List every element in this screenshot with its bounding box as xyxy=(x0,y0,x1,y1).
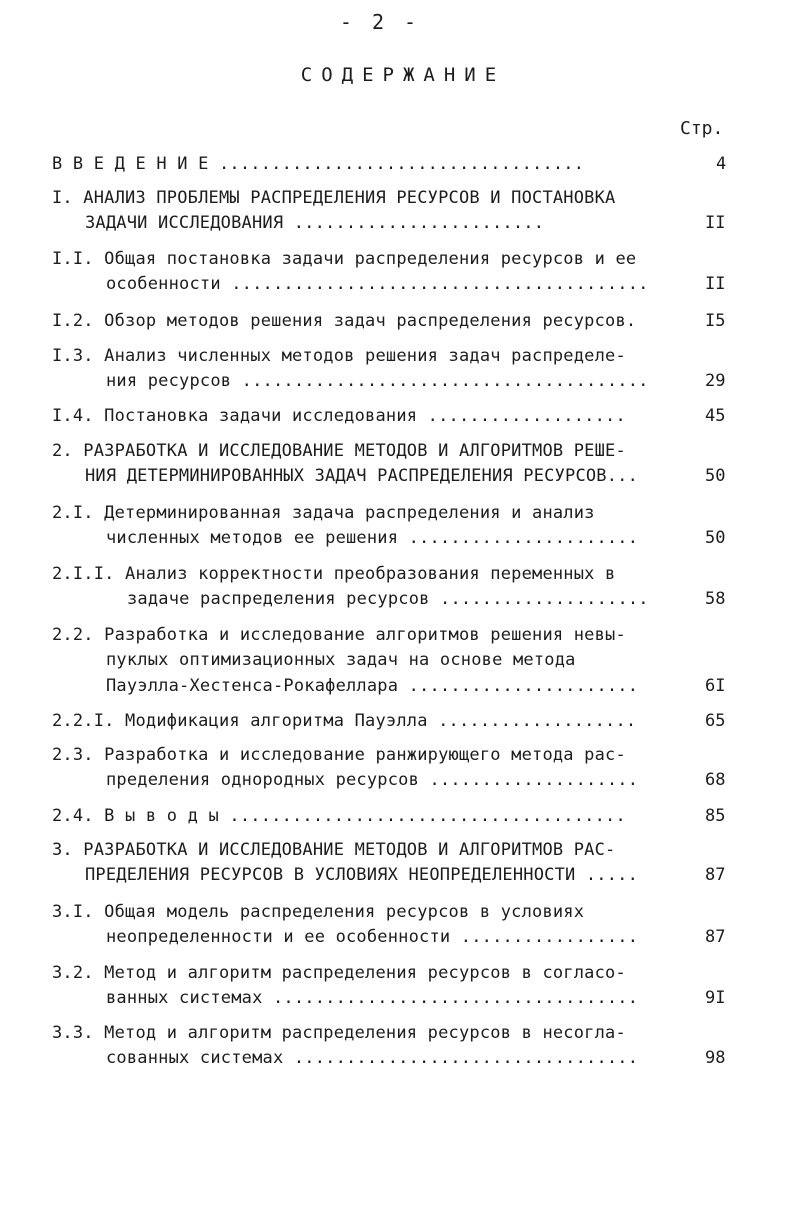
toc-entry-13-line-1: ПРЕДЕЛЕНИЯ РЕСУРСОВ В УСЛОВИЯХ НЕОПРЕДЕЛЕННОСТИ ..... xyxy=(85,865,639,885)
toc-entry-7-line-0: 2.I. Детерминированная задача распределения и анализ xyxy=(52,503,595,523)
page-number: - 2 - xyxy=(339,10,421,34)
toc-entry-4-line-0: I.3. Анализ численных методов решения задач распределе- xyxy=(52,346,626,366)
toc-entry-1-line-0: I. АНАЛИЗ ПРОБЛЕМЫ РАСПРЕДЕЛЕНИЯ РЕСУРСОВ И ПОСТАНОВКА xyxy=(52,188,616,208)
toc-entry-7-line-1: численных методов ее решения ...................... xyxy=(106,528,639,548)
toc-entry-14-line-0: 3.I. Общая модель распределения ресурсов в условиях xyxy=(52,902,585,922)
toc-entry-11-line-1: пределения однородных ресурсов .................... xyxy=(106,770,639,790)
toc-entry-1-page: II xyxy=(705,213,726,233)
toc-entry-12-page: 85 xyxy=(705,806,726,826)
toc-entry-16-line-1: сованных системах ................................. xyxy=(106,1048,639,1068)
toc-entry-8-line-0: 2.I.I. Анализ корректности преобразования переменных в xyxy=(52,564,616,584)
toc-entry-3-line-0: I.2. Обзор методов решения задач распределения ресурсов. xyxy=(52,311,637,331)
toc-entry-1-line-1: ЗАДАЧИ ИССЛЕДОВАНИЯ ........................ xyxy=(85,213,545,233)
toc-entry-7-page: 50 xyxy=(705,528,726,548)
toc-entry-4-page: 29 xyxy=(705,371,726,391)
toc-entry-0-page: 4 xyxy=(716,154,727,174)
toc-entry-9-line-0: 2.2. Разработка и исследование алгоритмов решения невы- xyxy=(52,625,626,645)
toc-entry-12-line-0: 2.4. В ы в о д ы ...................................... xyxy=(52,806,626,826)
toc-entry-16-page: 98 xyxy=(705,1048,726,1068)
toc-entry-6-line-0: 2. РАЗРАБОТКА И ИССЛЕДОВАНИЕ МЕТОДОВ И АЛГОРИТМОВ РЕШЕ- xyxy=(52,441,626,461)
toc-entry-2-page: II xyxy=(705,274,726,294)
toc-entry-8-page: 58 xyxy=(705,589,726,609)
toc-entry-15-page: 9I xyxy=(705,988,726,1008)
page-title: СОДЕРЖАНИЕ xyxy=(300,64,506,86)
toc-entry-9-line-1: пуклых оптимизационных задач на основе метода xyxy=(106,650,576,670)
toc-entry-15-line-1: ванных системах ................................... xyxy=(106,988,639,1008)
toc-entry-3-page: I5 xyxy=(705,311,726,331)
toc-entry-11-line-0: 2.3. Разработка и исследование ранжирующего метода рас- xyxy=(52,745,626,765)
toc-entry-8-line-1: задаче распределения ресурсов .................... xyxy=(127,589,649,609)
toc-entry-6-line-1: НИЯ ДЕТЕРМИНИРОВАННЫХ ЗАДАЧ РАСПРЕДЕЛЕНИЯ РЕСУРСОВ... xyxy=(85,466,639,486)
toc-entry-0-line-0: В В Е Д Е Н И Е ................................... xyxy=(52,154,585,174)
toc-entry-15-line-0: 3.2. Метод и алгоритм распределения ресурсов в согласо- xyxy=(52,963,626,983)
toc-entry-5-line-0: I.4. Постановка задачи исследования ................... xyxy=(52,406,626,426)
toc-entry-5-page: 45 xyxy=(705,406,726,426)
toc-entry-14-line-1: неопределенности и ее особенности ................. xyxy=(106,927,639,947)
toc-entry-11-page: 68 xyxy=(705,770,726,790)
toc-entry-9-line-2: Пауэлла-Хестенса-Рокафеллара ...................... xyxy=(106,676,639,696)
toc-entry-10-page: 65 xyxy=(705,711,726,731)
toc-entry-9-page: 6I xyxy=(705,676,726,696)
toc-entry-10-line-0: 2.2.I. Модификация алгоритма Пауэлла ................... xyxy=(52,711,637,731)
toc-entry-2-line-0: I.I. Общая постановка задачи распределения ресурсов и ее xyxy=(52,249,637,269)
toc-entry-4-line-1: ния ресурсов ....................................... xyxy=(106,371,649,391)
toc-entry-2-line-1: особенности ........................................ xyxy=(106,274,649,294)
toc-entry-14-page: 87 xyxy=(705,927,726,947)
toc-entry-6-page: 50 xyxy=(705,466,726,486)
page-column-header: Стр. xyxy=(680,118,724,139)
toc-entry-13-page: 87 xyxy=(705,865,726,885)
toc-entry-13-line-0: 3. РАЗРАБОТКА И ИССЛЕДОВАНИЕ МЕТОДОВ И АЛГОРИТМОВ РАС- xyxy=(52,840,616,860)
toc-entry-16-line-0: 3.3. Метод и алгоритм распределения ресурсов в несогла- xyxy=(52,1023,626,1043)
